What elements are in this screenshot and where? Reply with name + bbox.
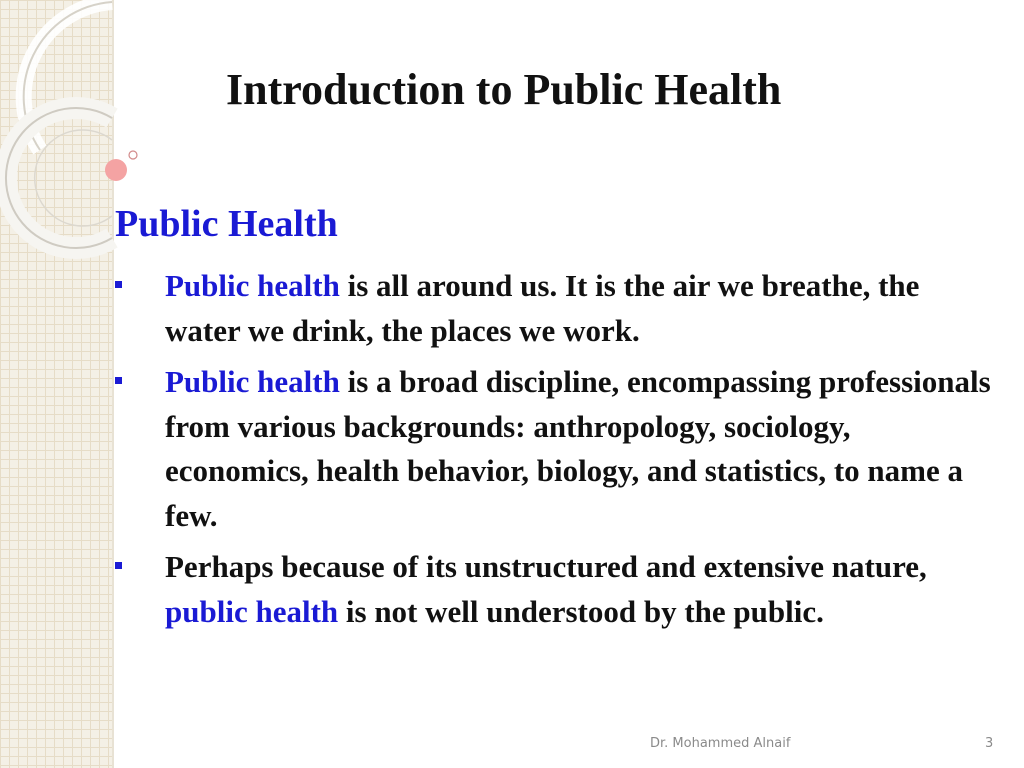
bullet-item	[115, 545, 995, 634]
highlighted-term: Public health	[165, 364, 340, 399]
bullet-text: is all around us. It is the air we breathe, the water we drink, the places we work.	[165, 268, 920, 348]
highlighted-term: public health	[165, 593, 339, 629]
bullet-item	[115, 264, 995, 353]
bullet-text: Perhaps because of its unstructured and extensive nature,	[165, 549, 927, 584]
highlighted-term: Public health	[165, 268, 340, 303]
bullet-item	[115, 360, 995, 538]
square-bullet-icon	[115, 281, 122, 288]
footer-author: Dr. Mohammed Alnaif	[650, 736, 791, 751]
bullet-text: is a broad discipline, encompassing professionals from various backgrounds: anthropology, sociology, economics, health behavior, biology, and statistics, to name a few.	[165, 364, 991, 533]
slide-title: Introduction to Public Health	[226, 65, 782, 114]
decorative-small-ring	[129, 151, 137, 159]
section-heading: Public Health	[115, 203, 338, 245]
square-bullet-icon	[115, 562, 122, 569]
bullet-list	[115, 264, 995, 641]
square-bullet-icon	[115, 377, 122, 384]
decorative-pink-dot	[105, 159, 127, 181]
page-number: 3	[985, 736, 994, 751]
decorative-rings	[0, 0, 200, 300]
bullet-text: is not well understood by the public.	[338, 593, 824, 629]
